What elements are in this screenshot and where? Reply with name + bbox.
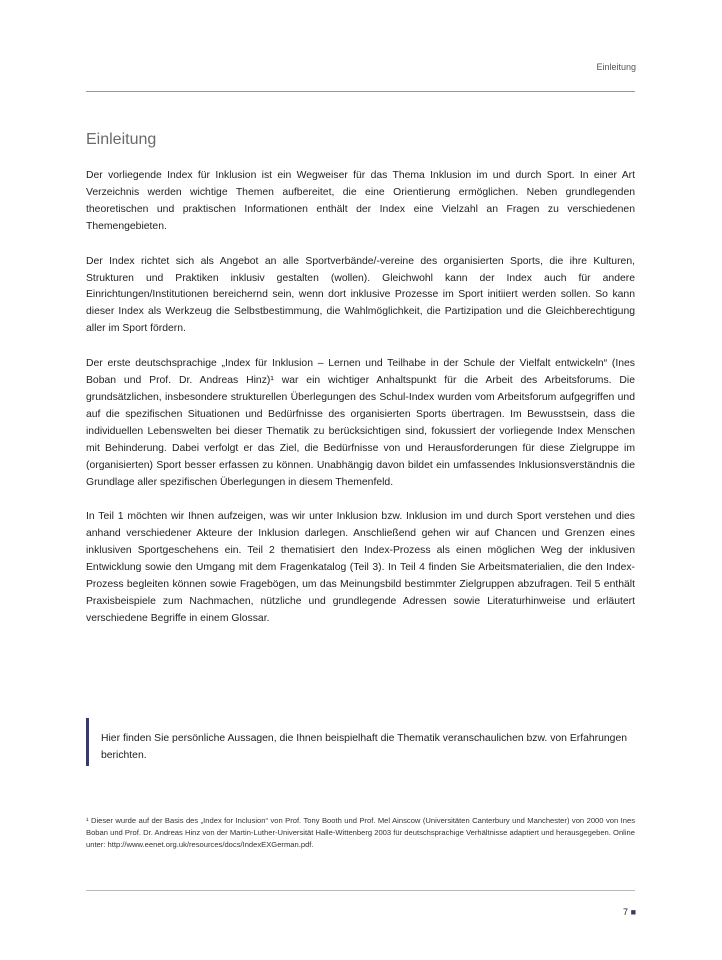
footer-divider (86, 890, 635, 891)
footnote: ¹ Dieser wurde auf der Basis des „Index for Inclusion“ von Prof. Tony Booth und Prof. Mel Ainscow (Universitäten Canterbury und Manchester) von 2000 von Ines Boban und Prof. Dr. Andreas Hinz von der Martin-Luther-Universität Halle-Wittenberg 2003 für deutschsprachige Verhältnisse adaptiert und herausgegeben. Online unter: http://www.eenet.org.uk/resources/docs/IndexEXGerman.pdf. (86, 816, 635, 850)
page-title: Einleitung (86, 131, 157, 148)
paragraph-4: In Teil 1 möchten wir Ihnen aufzeigen, was wir unter Inklusion bzw. Inklusion im und durch Sport verstehen und dies anhand verschiedener Akteure der Inklusion darlegen. Anschließend gehen wir auf Chancen und Grenzen eines inklusiven Sportgeschehens ein. Teil 2 thematisiert den Index-Prozess als einen möglichen Weg der inklusiven Entwicklung sowie den Umgang mit dem Fragenkatalog (Teil 3). In Teil 4 finden Sie Arbeitsmaterialien, die den Index-Prozess begleiten können sowie Fragebögen, um das Meinungsbild bestimmter Zielgruppen abzufragen. Teil 5 enthält Praxisbeispiele zum Nachmachen, nützliche und grundlegende Adressen sowie Literaturhinweise und erläutert verschiedene Begriffe in einem Glossar. (86, 511, 635, 624)
paragraph-1: Der vorliegende Index für Inklusion ist ein Wegweiser für das Thema Inklusion im und durch Sport. In einer Art Verzeichnis werden wichtige Themen aufbereitet, die eine Orientierung ermöglichen. Neben grundlegenden theoretischen und praktischen Informationen enthält der Index eine Vielzahl an Fragen zu verschiedenen Themengebieten. (86, 170, 635, 232)
page-number-value: 7 (623, 907, 629, 917)
header-divider (86, 91, 635, 92)
body-text (86, 168, 635, 646)
quote-callout: Hier finden Sie persönliche Aussagen, die Ihnen beispielhaft die Thematik veranschaulichen bzw. von Erfahrungen berichten. (86, 718, 635, 766)
page-marker-icon: ■ (630, 907, 636, 917)
paragraph-3: Der erste deutschsprachige „Index für Inklusion – Lernen und Teilhabe in der Schule der Vielfalt entwickeln“ (Ines Boban und Prof. Dr. Andreas Hinz)¹ war ein wichtiger Anhaltspunkt für die Arbeit des Arbeitsforums. Die grundsätzlichen, insbesondere strukturellen Überlegungen des Schul-Index wurden vom Arbeitsforum aufgegriffen und auf die spezifischen Situationen und Bedürfnisse des organisierten Sports übertragen. Im Bewusstsein, dass die individuellen Lebenswelten bei dieser Thematik zu berücksichtigen sind, fokussiert der vorliegende Index Menschen mit Behinderung. Dabei verfolgt er das Ziel, die Bedürfnisse von und Herausforderungen für diese Zielgruppe im (organisierten) Sport besser erfassen zu können. Unabhängig davon bildet ein umfassendes Inklusionsverständnis die Grundlage aller spezifischen Überlegungen in diesem Themenfeld. (86, 358, 635, 488)
paragraph-2: Der Index richtet sich als Angebot an alle Sportverbände/-vereine des organisierten Sports, die ihre Kulturen, Strukturen und Praktiken inklusiv gestalten (wollen). Gleichwohl kann der Index auch für andere Einrichtungen/Institutionen bereichernd sein, wenn dort inklusive Prozesse im Sport initiiert werden sollen. So kann dieser Index als Werkzeug die Selbstbestimmung, die Wahlmöglichkeit, die Partizipation und die Gleichberechtigung aller im Sport fördern. (86, 255, 635, 335)
running-head: Einleitung (596, 62, 636, 72)
page-number (623, 907, 636, 917)
